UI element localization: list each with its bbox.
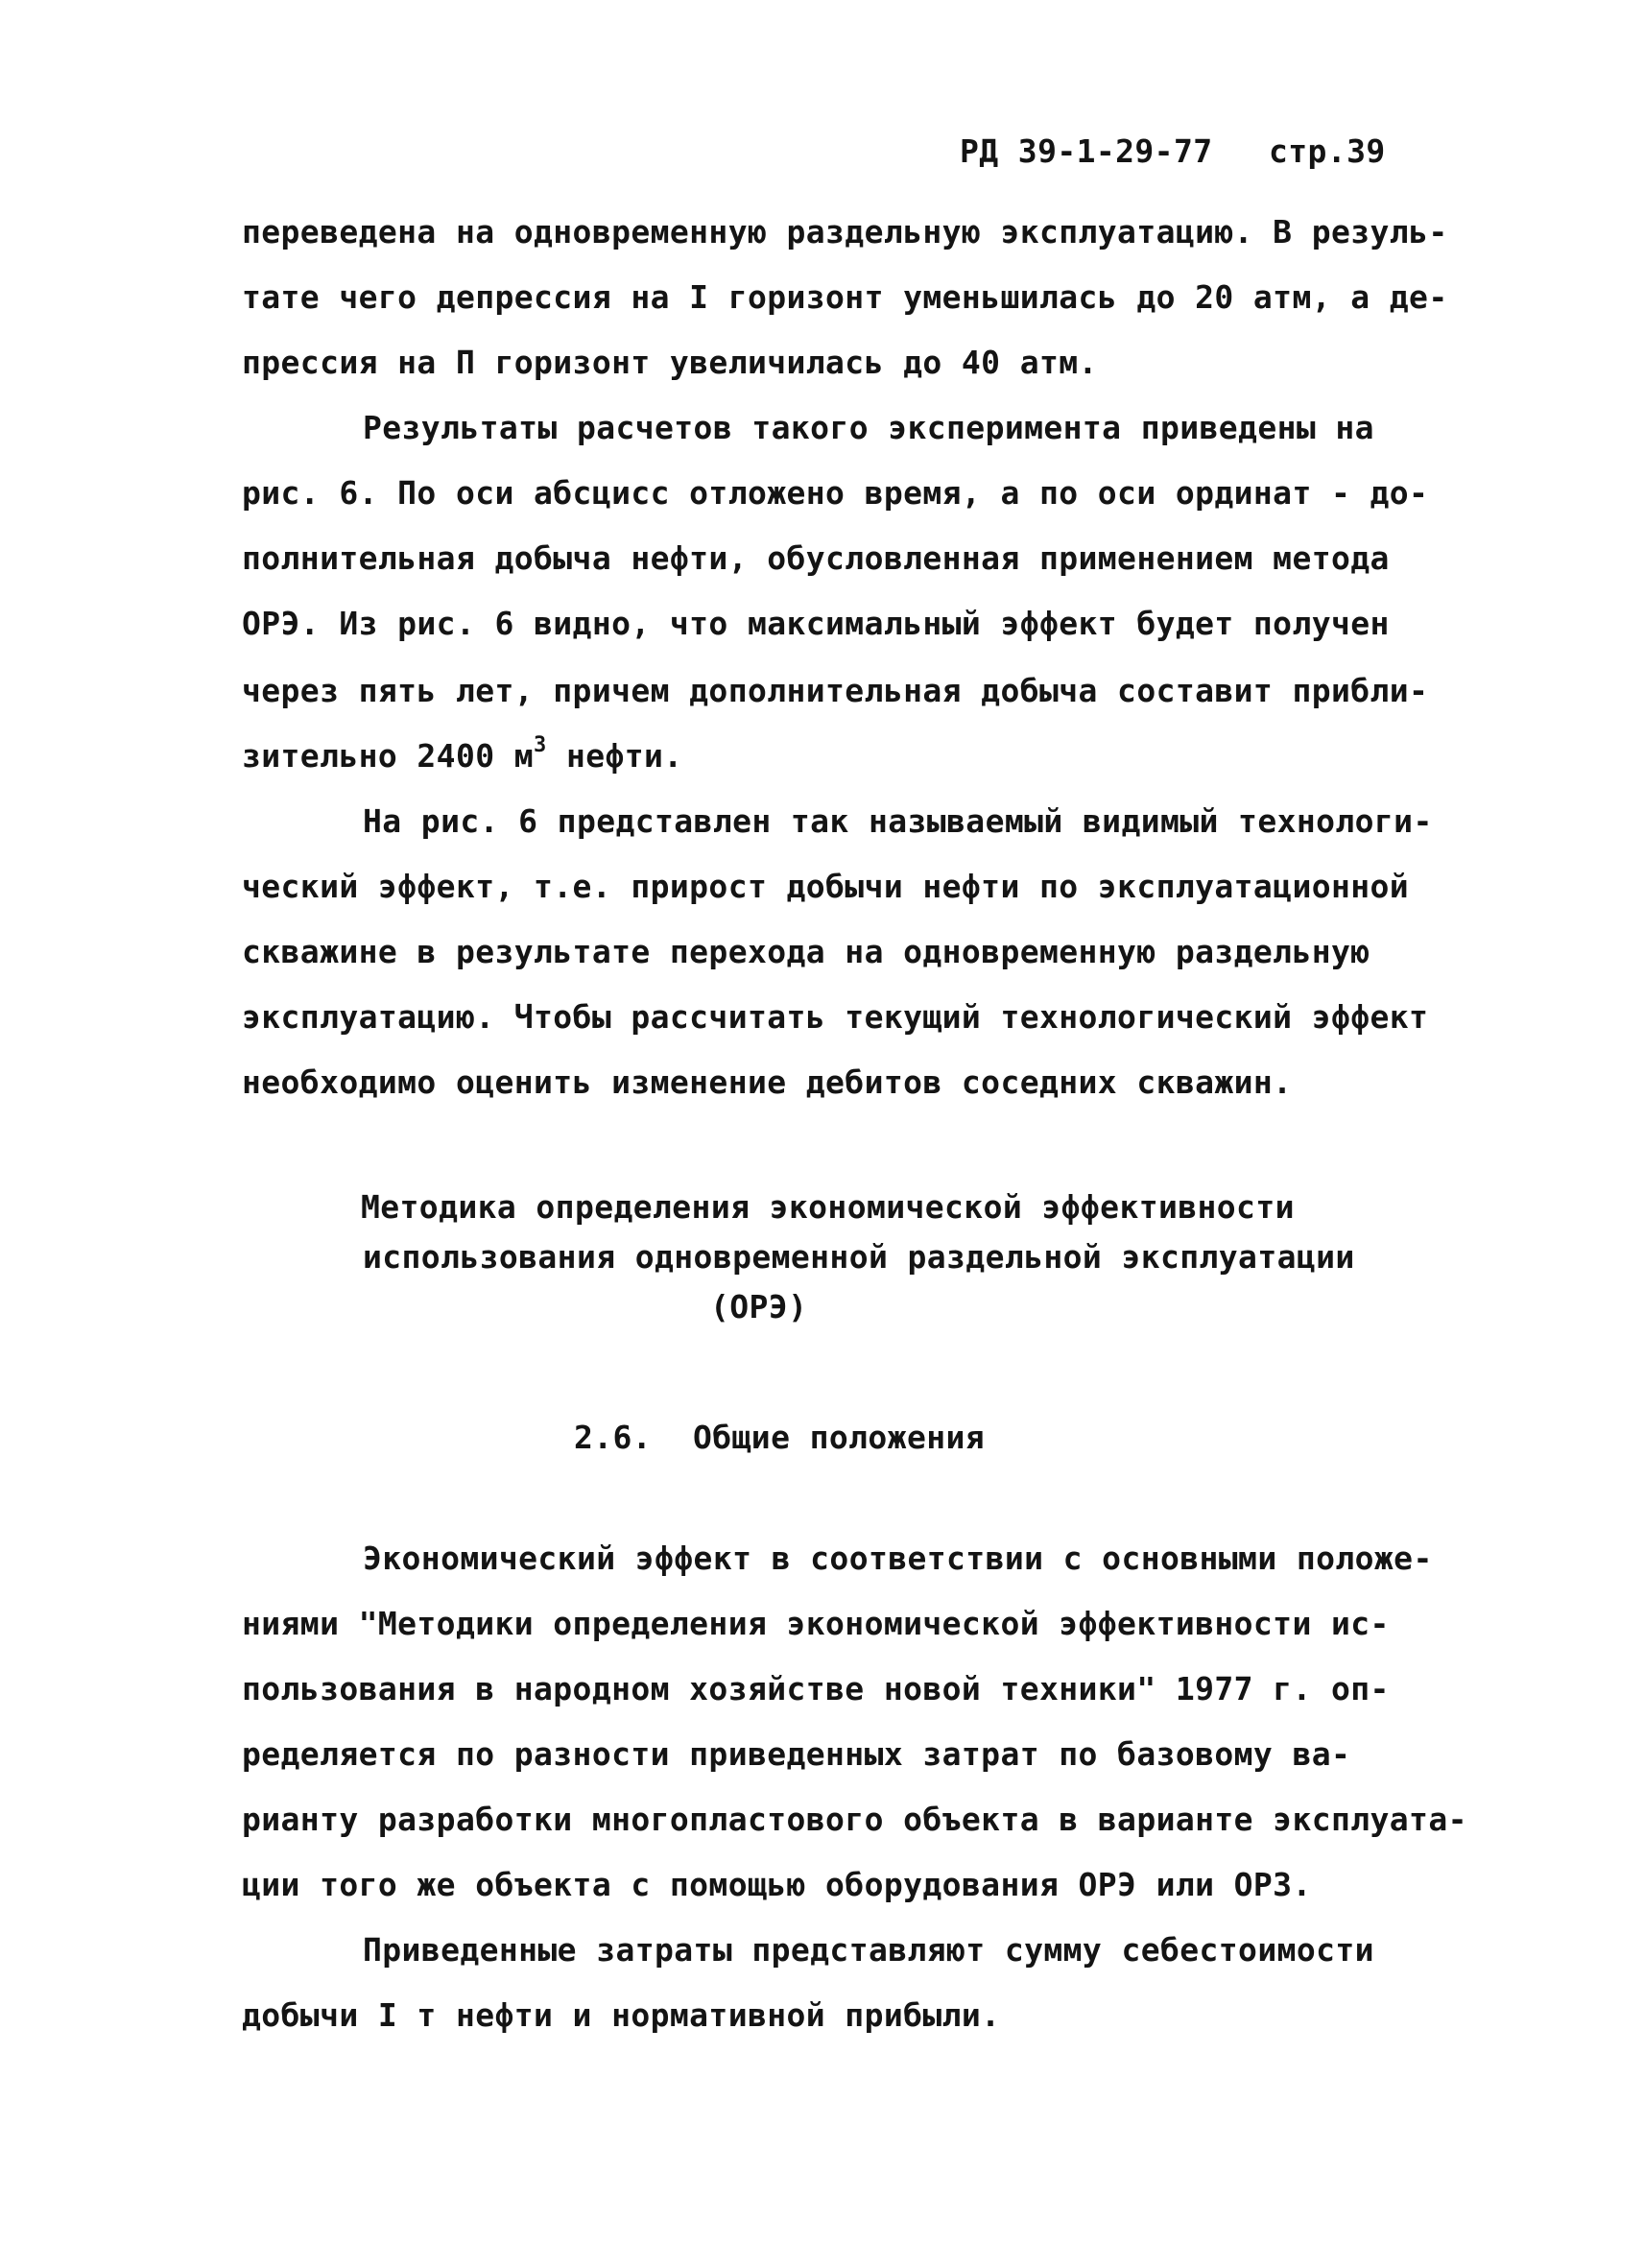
paragraph-line: Приведенные затраты представляют сумму себестоимости xyxy=(363,1931,1374,1969)
paragraph-line: необходимо оценить изменение дебитов соседних скважин. xyxy=(242,1063,1293,1101)
paragraph-line: тате чего депрессия на I горизонт уменьшилась до 20 атм, а де- xyxy=(242,278,1448,316)
subsection-title: Общие положения xyxy=(693,1419,986,1456)
paragraph-line: ределяется по разности приведенных затрат по базовому ва- xyxy=(242,1735,1351,1773)
line-text: зительно 2400 м xyxy=(242,737,535,775)
paragraph-line: ОРЭ. Из рис. 6 видно, что максимальный эффект будет получен xyxy=(242,605,1390,642)
paragraph-line: Результаты расчетов такого эксперимента приведены на xyxy=(363,409,1374,446)
paragraph-line: ческий эффект, т.е. прирост добычи нефти по эксплуатационной xyxy=(242,868,1410,905)
paragraph-line: ции того же объекта с помощью оборудования ОРЭ или ОРЗ. xyxy=(242,1866,1312,1903)
paragraph-line: На рис. 6 представлен так называемый видимый технологи- xyxy=(363,802,1433,840)
paragraph-line: добычи I т нефти и нормативной прибыли. xyxy=(242,1996,1001,2034)
section-title-line: использования одновременной раздельной эксплуатации xyxy=(363,1238,1355,1276)
paragraph-line: через пять лет, причем дополнительная добыча составит прибли- xyxy=(242,672,1429,709)
paragraph-line: переведена на одновременную раздельную эксплуатацию. В резуль- xyxy=(242,213,1448,251)
section-title-line: Методика определения экономической эффективности xyxy=(361,1188,1295,1226)
paragraph-line: рис. 6. По оси абсцисс отложено время, а по оси ординат - до- xyxy=(242,474,1429,512)
paragraph-line: пользования в народном хозяйстве новой техники" 1977 г. оп- xyxy=(242,1670,1390,1707)
paragraph-line xyxy=(242,733,683,776)
paragraph-line: ниями "Методики определения экономической эффективности ис- xyxy=(242,1605,1390,1642)
paragraph-line: Экономический эффект в соответствии с основными положе- xyxy=(363,1540,1433,1577)
paragraph-line: эксплуатацию. Чтобы рассчитать текущий технологический эффект xyxy=(242,998,1429,1036)
paragraph-line: рианту разработки многопластового объекта в варианте эксплуата- xyxy=(242,1801,1467,1838)
paragraph-line: скважине в результате перехода на одновременную раздельную xyxy=(242,933,1370,970)
paragraph-line: полнительная добыча нефти, обусловленная применением метода xyxy=(242,539,1390,577)
subsection-number: 2.6. xyxy=(574,1419,653,1456)
paragraph-line: прессия на П горизонт увеличилась до 40 атм. xyxy=(242,344,1098,381)
document-id: РД 39-1-29-77 xyxy=(960,132,1213,170)
line-text: нефти. xyxy=(546,737,683,775)
superscript: 3 xyxy=(534,733,547,757)
page-number: стр.39 xyxy=(1269,132,1386,170)
section-title-line: (ОРЭ) xyxy=(710,1288,808,1325)
